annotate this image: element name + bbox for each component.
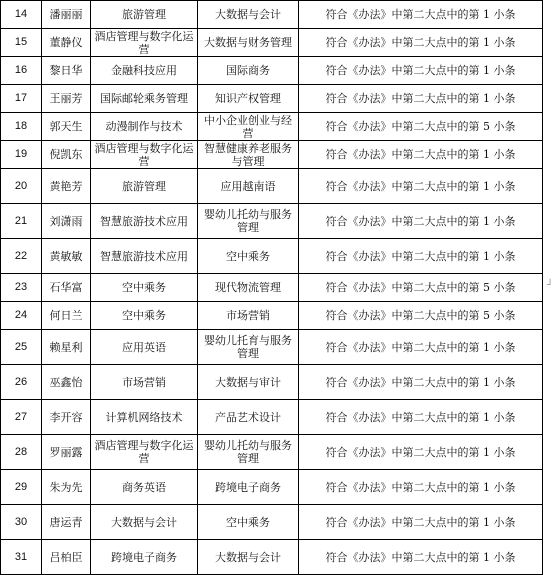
new-major: 大数据与审计: [198, 365, 299, 400]
original-major: 大数据与会计: [91, 505, 198, 540]
new-major: 婴幼儿托育与服务管理: [198, 330, 299, 365]
student-name: 王丽芳: [42, 85, 91, 113]
original-major: 智慧旅游技术应用: [91, 204, 198, 239]
row-number: 29: [1, 470, 42, 505]
row-number: 16: [1, 57, 42, 85]
edge-marker: ┘: [546, 280, 553, 291]
transfer-basis: 符合《办法》中第二大点中的第 1 小条: [299, 169, 543, 204]
new-major: 中小企业创业与经营: [198, 113, 299, 141]
table-row: [1, 435, 543, 470]
transfer-basis: 符合《办法》中第二大点中的第 1 小条: [299, 29, 543, 57]
transfer-basis: 符合《办法》中第二大点中的第 1 小条: [299, 365, 543, 400]
original-major: 计算机网络技术: [91, 400, 198, 435]
transfer-basis: 符合《办法》中第二大点中的第 1 小条: [299, 330, 543, 365]
transfer-basis: 符合《办法》中第二大点中的第 1 小条: [299, 239, 543, 274]
student-name: 罗丽露: [42, 435, 91, 470]
original-major: 酒店管理与数字化运营: [91, 435, 198, 470]
table-body: [1, 1, 543, 575]
original-major: 酒店管理与数字化运营: [91, 141, 198, 169]
row-number: 30: [1, 505, 42, 540]
new-major: 跨境电子商务: [198, 470, 299, 505]
row-number: 23: [1, 274, 42, 302]
new-major: 国际商务: [198, 57, 299, 85]
row-number: 26: [1, 365, 42, 400]
student-name: 倪凯东: [42, 141, 91, 169]
student-name: 郭天生: [42, 113, 91, 141]
transfer-basis: 符合《办法》中第二大点中的第 1 小条: [299, 204, 543, 239]
transfer-basis: 符合《办法》中第二大点中的第 1 小条: [299, 435, 543, 470]
row-number: 31: [1, 540, 42, 575]
new-major: 婴幼儿托幼与服务管理: [198, 204, 299, 239]
student-name: 唐运青: [42, 505, 91, 540]
new-major: 空中乘务: [198, 239, 299, 274]
original-major: 旅游管理: [91, 1, 198, 29]
table-row: [1, 274, 543, 302]
table-row: [1, 85, 543, 113]
student-name: 刘潇雨: [42, 204, 91, 239]
original-major: 国际邮轮乘务管理: [91, 85, 198, 113]
new-major: 大数据与会计: [198, 540, 299, 575]
new-major: 应用越南语: [198, 169, 299, 204]
new-major: 市场营销: [198, 302, 299, 330]
student-name: 黎日华: [42, 57, 91, 85]
original-major: 商务英语: [91, 470, 198, 505]
table-row: [1, 330, 543, 365]
table-row: [1, 540, 543, 575]
new-major: 婴幼儿托幼与服务管理: [198, 435, 299, 470]
new-major: 空中乘务: [198, 505, 299, 540]
transfer-basis: 符合《办法》中第二大点中的第 1 小条: [299, 1, 543, 29]
new-major: 知识产权管理: [198, 85, 299, 113]
row-number: 20: [1, 169, 42, 204]
row-number: 17: [1, 85, 42, 113]
new-major: 大数据与会计: [198, 1, 299, 29]
table-row: [1, 400, 543, 435]
row-number: 27: [1, 400, 42, 435]
student-name: 石华富: [42, 274, 91, 302]
table-row: [1, 29, 543, 57]
student-name: 吕柏臣: [42, 540, 91, 575]
row-number: 21: [1, 204, 42, 239]
table-row: [1, 239, 543, 274]
table-row: [1, 57, 543, 85]
table-row: [1, 302, 543, 330]
original-major: 动漫制作与技术: [91, 113, 198, 141]
original-major: 应用英语: [91, 330, 198, 365]
student-name: 黄艳芳: [42, 169, 91, 204]
new-major: 智慧健康养老服务与管理: [198, 141, 299, 169]
row-number: 18: [1, 113, 42, 141]
row-number: 25: [1, 330, 42, 365]
student-name: 巫鑫怡: [42, 365, 91, 400]
original-major: 酒店管理与数字化运营: [91, 29, 198, 57]
original-major: 跨境电子商务: [91, 540, 198, 575]
original-major: 旅游管理: [91, 169, 198, 204]
table-row: [1, 204, 543, 239]
row-number: 22: [1, 239, 42, 274]
student-name: 黄敏敏: [42, 239, 91, 274]
original-major: 空中乘务: [91, 274, 198, 302]
student-name: 赖星利: [42, 330, 91, 365]
row-number: 19: [1, 141, 42, 169]
transfer-basis: 符合《办法》中第二大点中的第 5 小条: [299, 113, 543, 141]
student-name: 朱为先: [42, 470, 91, 505]
transfer-basis: 符合《办法》中第二大点中的第 1 小条: [299, 540, 543, 575]
table-row: [1, 113, 543, 141]
original-major: 空中乘务: [91, 302, 198, 330]
original-major: 市场营销: [91, 365, 198, 400]
transfer-basis: 符合《办法》中第二大点中的第 1 小条: [299, 57, 543, 85]
new-major: 现代物流管理: [198, 274, 299, 302]
original-major: 智慧旅游技术应用: [91, 239, 198, 274]
table-row: [1, 505, 543, 540]
row-number: 14: [1, 1, 42, 29]
table-row: [1, 141, 543, 169]
row-number: 24: [1, 302, 42, 330]
student-name: 何日兰: [42, 302, 91, 330]
table-row: [1, 365, 543, 400]
new-major: 大数据与财务管理: [198, 29, 299, 57]
new-major: 产品艺术设计: [198, 400, 299, 435]
original-major: 金融科技应用: [91, 57, 198, 85]
transfer-basis: 符合《办法》中第二大点中的第 1 小条: [299, 85, 543, 113]
table-row: [1, 470, 543, 505]
transfer-basis: 符合《办法》中第二大点中的第 1 小条: [299, 505, 543, 540]
transfer-basis: 符合《办法》中第二大点中的第 5 小条: [299, 274, 543, 302]
student-name: 李开容: [42, 400, 91, 435]
row-number: 28: [1, 435, 42, 470]
row-number: 15: [1, 29, 42, 57]
transfer-basis: 符合《办法》中第二大点中的第 1 小条: [299, 141, 543, 169]
table-row: [1, 1, 543, 29]
student-name: 董静仪: [42, 29, 91, 57]
transfer-basis: 符合《办法》中第二大点中的第 1 小条: [299, 470, 543, 505]
transfer-basis: 符合《办法》中第二大点中的第 1 小条: [299, 400, 543, 435]
transfer-basis: 符合《办法》中第二大点中的第 5 小条: [299, 302, 543, 330]
student-name: 潘丽丽: [42, 1, 91, 29]
table-row: [1, 169, 543, 204]
